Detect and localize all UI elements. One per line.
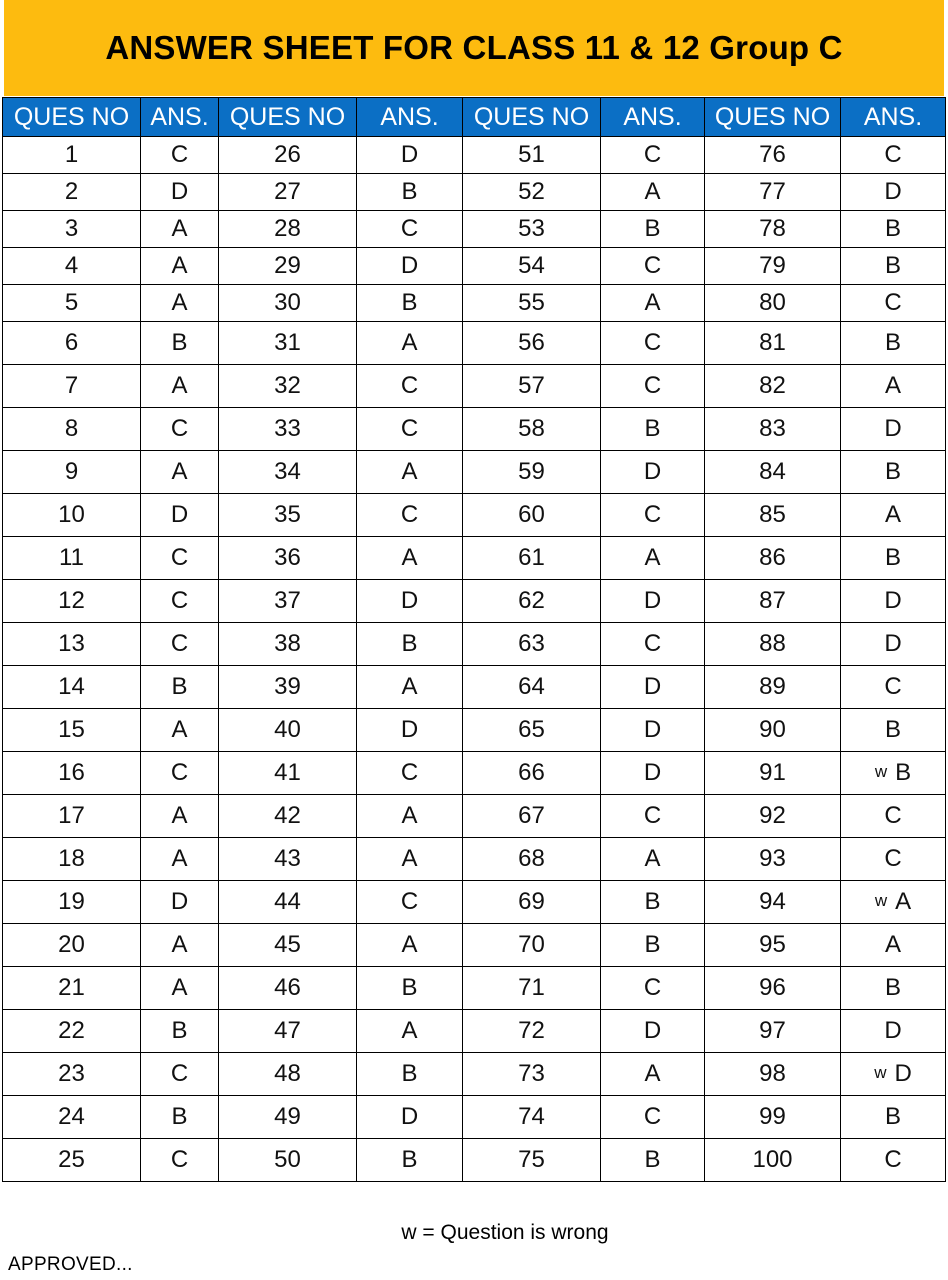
question-number: 98	[705, 1053, 841, 1096]
question-number: 82	[705, 365, 841, 408]
question-number: 65	[463, 709, 601, 752]
question-number: 41	[219, 752, 357, 795]
question-number: 28	[219, 211, 357, 248]
question-number: 49	[219, 1096, 357, 1139]
question-number: 84	[705, 451, 841, 494]
question-number: 61	[463, 537, 601, 580]
question-number: 52	[463, 174, 601, 211]
footnote: w = Question is wrong	[401, 1221, 609, 1244]
answer-letter: B	[357, 967, 463, 1010]
table-row	[3, 408, 946, 451]
question-number: 58	[463, 408, 601, 451]
answer-letter: C	[884, 673, 902, 700]
answer-letter: B	[141, 666, 219, 709]
answer-letter: C	[601, 795, 705, 838]
answer-letter: B	[601, 924, 705, 967]
table-row	[3, 580, 946, 623]
answer-letter: D	[601, 752, 705, 795]
question-number: 54	[463, 248, 601, 285]
answer-letter: A	[357, 322, 463, 365]
question-number: 9	[3, 451, 141, 494]
question-number: 15	[3, 709, 141, 752]
question-number: 25	[3, 1139, 141, 1182]
answer-letter: C	[884, 1146, 902, 1173]
answer-cell	[841, 1139, 946, 1182]
question-number: 66	[463, 752, 601, 795]
answer-letter: D	[601, 709, 705, 752]
question-number: 20	[3, 924, 141, 967]
answer-letter: C	[601, 967, 705, 1010]
table-row	[3, 1053, 946, 1096]
answer-letter: C	[357, 408, 463, 451]
table-row	[3, 1139, 946, 1182]
answer-letter: A	[141, 211, 219, 248]
answer-letter: B	[884, 215, 901, 242]
answer-letter: C	[884, 845, 902, 872]
page-title: ANSWER SHEET FOR CLASS 11 & 12 Group C	[105, 29, 843, 66]
question-number: 30	[219, 285, 357, 322]
answer-letter: D	[357, 137, 463, 174]
title-banner	[4, 0, 944, 96]
question-number: 33	[219, 408, 357, 451]
answer-letter: A	[601, 537, 705, 580]
question-number: 38	[219, 623, 357, 666]
answer-letter: D	[884, 630, 902, 657]
question-number: 29	[219, 248, 357, 285]
answer-cell	[841, 137, 946, 174]
answer-letter: C	[141, 408, 219, 451]
question-number: 2	[3, 174, 141, 211]
answer-letter: D	[894, 1060, 912, 1087]
answer-letter: A	[601, 1053, 705, 1096]
question-number: 34	[219, 451, 357, 494]
question-number: 43	[219, 838, 357, 881]
answer-cell	[841, 537, 946, 580]
table-row	[3, 322, 946, 365]
table-row	[3, 752, 946, 795]
table-row	[3, 537, 946, 580]
table-row	[3, 494, 946, 537]
table-row	[3, 924, 946, 967]
answer-letter: A	[357, 451, 463, 494]
question-number: 51	[463, 137, 601, 174]
answer-cell	[841, 494, 946, 537]
answer-cell	[841, 408, 946, 451]
answer-letter: D	[357, 248, 463, 285]
header-ques-no: QUES NO	[3, 98, 141, 137]
question-number: 48	[219, 1053, 357, 1096]
header-ans: ANS.	[357, 98, 463, 137]
answer-cell	[841, 752, 946, 795]
table-row	[3, 137, 946, 174]
question-number: 27	[219, 174, 357, 211]
answer-letter: B	[601, 881, 705, 924]
answer-cell	[841, 838, 946, 881]
table-row	[3, 881, 946, 924]
question-number: 13	[3, 623, 141, 666]
question-number: 36	[219, 537, 357, 580]
table-row	[3, 666, 946, 709]
header-ques-no: QUES NO	[219, 98, 357, 137]
answer-letter: C	[884, 141, 902, 168]
question-number: 39	[219, 666, 357, 709]
table-row	[3, 174, 946, 211]
wrong-question-mark: w	[874, 1063, 887, 1082]
answer-letter: A	[895, 888, 912, 915]
answer-letter: D	[884, 178, 902, 205]
answer-letter: D	[357, 709, 463, 752]
question-number: 21	[3, 967, 141, 1010]
answer-letter: B	[884, 1103, 901, 1130]
question-number: 97	[705, 1010, 841, 1053]
table-row	[3, 451, 946, 494]
question-number: 23	[3, 1053, 141, 1096]
answer-cell	[841, 709, 946, 752]
answer-letter: A	[141, 285, 219, 322]
answer-letter: C	[141, 537, 219, 580]
answer-letter: D	[357, 1096, 463, 1139]
answer-cell	[841, 666, 946, 709]
answer-letter: D	[357, 580, 463, 623]
answer-cell	[841, 795, 946, 838]
answer-letter: A	[601, 285, 705, 322]
question-number: 7	[3, 365, 141, 408]
question-number: 78	[705, 211, 841, 248]
question-number: 44	[219, 881, 357, 924]
answer-letter: B	[357, 174, 463, 211]
question-number: 10	[3, 494, 141, 537]
answer-letter: B	[357, 623, 463, 666]
question-number: 59	[463, 451, 601, 494]
question-number: 26	[219, 137, 357, 174]
answer-letter: B	[884, 974, 901, 1001]
question-number: 42	[219, 795, 357, 838]
answer-letter: B	[884, 458, 901, 485]
question-number: 87	[705, 580, 841, 623]
answer-letter: C	[601, 322, 705, 365]
question-number: 35	[219, 494, 357, 537]
answer-letter: C	[884, 289, 902, 316]
question-number: 79	[705, 248, 841, 285]
header-ans: ANS.	[841, 98, 946, 137]
answer-cell	[841, 924, 946, 967]
question-number: 89	[705, 666, 841, 709]
table-row	[3, 211, 946, 248]
answer-letter: B	[895, 759, 912, 786]
answer-letter: D	[601, 451, 705, 494]
answer-letter: A	[141, 838, 219, 881]
answer-letter: B	[357, 1053, 463, 1096]
question-number: 88	[705, 623, 841, 666]
question-number: 19	[3, 881, 141, 924]
question-number: 72	[463, 1010, 601, 1053]
question-number: 95	[705, 924, 841, 967]
answer-letter: B	[884, 716, 901, 743]
question-number: 63	[463, 623, 601, 666]
question-number: 24	[3, 1096, 141, 1139]
question-number: 8	[3, 408, 141, 451]
answer-letter: A	[141, 967, 219, 1010]
question-number: 60	[463, 494, 601, 537]
answer-cell	[841, 322, 946, 365]
answer-cell	[841, 248, 946, 285]
answer-letter: A	[884, 931, 901, 958]
answer-letter: A	[141, 451, 219, 494]
answer-cell	[841, 623, 946, 666]
question-number: 4	[3, 248, 141, 285]
answer-letter: B	[357, 285, 463, 322]
answer-letter: B	[884, 544, 901, 571]
answer-letter: D	[884, 1017, 902, 1044]
question-number: 91	[705, 752, 841, 795]
question-number: 31	[219, 322, 357, 365]
header-ans: ANS.	[601, 98, 705, 137]
answer-letter: C	[357, 211, 463, 248]
question-number: 62	[463, 580, 601, 623]
answer-letter: D	[601, 580, 705, 623]
approved-note: APPROVED...	[8, 1254, 133, 1275]
question-number: 14	[3, 666, 141, 709]
question-number: 18	[3, 838, 141, 881]
table-row	[3, 248, 946, 285]
answer-letter: B	[141, 1096, 219, 1139]
answer-letter: D	[601, 666, 705, 709]
question-number: 64	[463, 666, 601, 709]
question-number: 76	[705, 137, 841, 174]
answer-letter: C	[884, 802, 902, 829]
answer-letter: B	[601, 211, 705, 248]
answer-table	[2, 97, 946, 1182]
answer-letter: C	[141, 580, 219, 623]
question-number: 80	[705, 285, 841, 322]
answer-letter: C	[601, 137, 705, 174]
header-ans: ANS.	[141, 98, 219, 137]
answer-letter: A	[601, 838, 705, 881]
question-number: 96	[705, 967, 841, 1010]
question-number: 57	[463, 365, 601, 408]
table-row	[3, 967, 946, 1010]
question-number: 50	[219, 1139, 357, 1182]
answer-letter: A	[141, 795, 219, 838]
table-row	[3, 838, 946, 881]
question-number: 86	[705, 537, 841, 580]
table-row	[3, 709, 946, 752]
question-number: 67	[463, 795, 601, 838]
answer-cell	[841, 174, 946, 211]
answer-letter: C	[601, 623, 705, 666]
table-row	[3, 1010, 946, 1053]
answer-letter: B	[884, 329, 901, 356]
table-row	[3, 623, 946, 666]
question-number: 5	[3, 285, 141, 322]
question-number: 94	[705, 881, 841, 924]
answer-letter: A	[141, 924, 219, 967]
wrong-question-mark: w	[874, 762, 888, 781]
question-number: 3	[3, 211, 141, 248]
answer-letter: D	[884, 587, 902, 614]
question-number: 70	[463, 924, 601, 967]
question-number: 47	[219, 1010, 357, 1053]
answer-cell	[841, 1053, 946, 1096]
question-number: 56	[463, 322, 601, 365]
question-number: 74	[463, 1096, 601, 1139]
question-number: 6	[3, 322, 141, 365]
answer-table-body	[3, 137, 946, 1182]
table-row	[3, 285, 946, 322]
answer-letter: C	[357, 881, 463, 924]
question-number: 46	[219, 967, 357, 1010]
question-number: 92	[705, 795, 841, 838]
question-number: 100	[705, 1139, 841, 1182]
question-number: 22	[3, 1010, 141, 1053]
answer-letter: D	[141, 174, 219, 211]
question-number: 73	[463, 1053, 601, 1096]
answer-letter: C	[141, 1053, 219, 1096]
question-number: 69	[463, 881, 601, 924]
answer-letter: A	[357, 795, 463, 838]
question-number: 37	[219, 580, 357, 623]
answer-cell	[841, 1096, 946, 1139]
question-number: 1	[3, 137, 141, 174]
answer-letter: D	[884, 415, 902, 442]
answer-cell	[841, 881, 946, 924]
answer-letter: B	[601, 1139, 705, 1182]
question-number: 85	[705, 494, 841, 537]
question-number: 77	[705, 174, 841, 211]
question-number: 81	[705, 322, 841, 365]
question-number: 45	[219, 924, 357, 967]
question-number: 55	[463, 285, 601, 322]
answer-letter: A	[141, 248, 219, 285]
question-number: 75	[463, 1139, 601, 1182]
answer-letter: A	[357, 537, 463, 580]
answer-letter: C	[141, 752, 219, 795]
answer-letter: C	[601, 365, 705, 408]
answer-cell	[841, 1010, 946, 1053]
question-number: 16	[3, 752, 141, 795]
answer-letter: B	[141, 1010, 219, 1053]
answer-letter: C	[357, 365, 463, 408]
answer-letter: C	[601, 248, 705, 285]
question-number: 71	[463, 967, 601, 1010]
question-number: 17	[3, 795, 141, 838]
question-number: 32	[219, 365, 357, 408]
answer-letter: D	[141, 881, 219, 924]
question-number: 53	[463, 211, 601, 248]
wrong-question-mark: w	[874, 891, 888, 910]
question-number: 93	[705, 838, 841, 881]
table-row	[3, 365, 946, 408]
answer-letter: A	[141, 709, 219, 752]
answer-letter: A	[357, 924, 463, 967]
answer-letter: B	[357, 1139, 463, 1182]
question-number: 68	[463, 838, 601, 881]
answer-letter: D	[141, 494, 219, 537]
header-ques-no: QUES NO	[463, 98, 601, 137]
answer-letter: D	[601, 1010, 705, 1053]
header-ques-no: QUES NO	[705, 98, 841, 137]
answer-letter: A	[357, 838, 463, 881]
answer-letter: A	[884, 501, 901, 528]
answer-cell	[841, 285, 946, 322]
answer-letter: C	[141, 1139, 219, 1182]
answer-letter: C	[141, 623, 219, 666]
answer-letter: C	[357, 494, 463, 537]
answer-letter: B	[141, 322, 219, 365]
answer-cell	[841, 451, 946, 494]
question-number: 12	[3, 580, 141, 623]
answer-letter: A	[601, 174, 705, 211]
answer-cell	[841, 211, 946, 248]
question-number: 40	[219, 709, 357, 752]
answer-letter: C	[357, 752, 463, 795]
answer-letter: B	[601, 408, 705, 451]
question-number: 83	[705, 408, 841, 451]
table-row	[3, 795, 946, 838]
question-number: 90	[705, 709, 841, 752]
answer-letter: A	[884, 372, 901, 399]
answer-cell	[841, 967, 946, 1010]
question-number: 99	[705, 1096, 841, 1139]
header-row	[3, 98, 946, 137]
answer-letter: A	[357, 666, 463, 709]
answer-cell	[841, 580, 946, 623]
table-row	[3, 1096, 946, 1139]
answer-letter: C	[601, 1096, 705, 1139]
answer-letter: A	[141, 365, 219, 408]
answer-cell	[841, 365, 946, 408]
answer-letter: B	[884, 252, 901, 279]
answer-letter: A	[357, 1010, 463, 1053]
answer-letter: C	[601, 494, 705, 537]
answer-letter: C	[141, 137, 219, 174]
question-number: 11	[3, 537, 141, 580]
